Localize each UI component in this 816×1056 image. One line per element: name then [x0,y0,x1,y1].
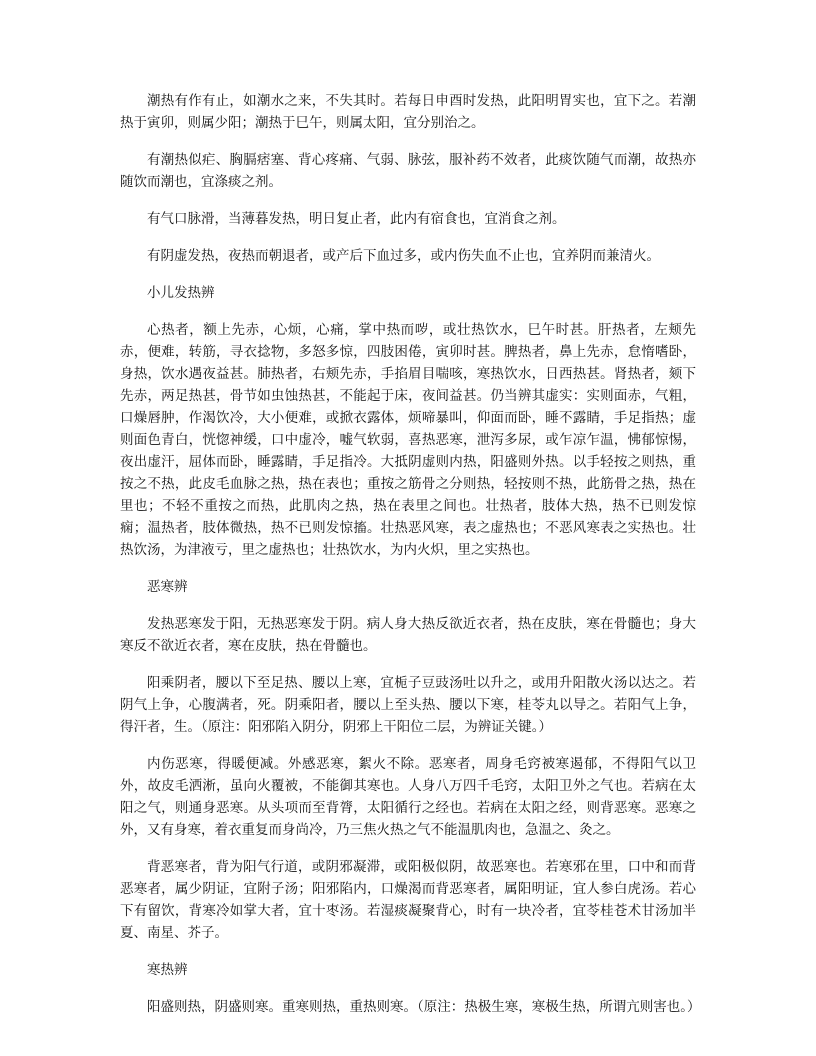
section-heading-xiaoer: 小儿发热辨 [147,285,215,301]
paragraph-sushi: 有气口脉滑，当薄暮发热，明日复止者，此内有宿食也，宜消食之剂。 [147,211,566,227]
paragraph-hanre: 阳盛则热，阴盛则寒。重寒则热，重热则寒。（原注：热极生寒，寒极生热，所谓亢则害也。） [147,999,701,1015]
section-heading-hanre: 寒热辨 [147,962,188,978]
paragraph-neishang-ehan: 内伤恶寒，得暖便减。外感恶寒，絮火不除。恶寒者，周身毛窍被寒遏郁，不得阳气以卫外，故皮毛洒淅，虽向火覆被，不能御其寒也。人身八万四千毛窍，太阳卫外之气也。若病在太阳之气，则通身恶寒。从头项而至背膂，太阳循行之经也。若病在太阳之经，则背恶寒。恶寒之外，又有身寒，着衣重复而身尚冷，乃三焦火热之气不能温肌肉也，急温之、灸之。 [120,756,696,838]
paragraph-chaore-timing: 潮热有作有止，如潮水之来，不失其时。若每日申酉时发热，此阳明胃实也，宜下之。若潮热于寅卯，则属少阳；潮热于巳午，则属太阳，宜分别治之。 [120,93,696,131]
section-heading-ehan: 恶寒辨 [147,579,188,595]
document-page [120,90,701,1033]
paragraph-yinxu: 有阴虚发热，夜热而朝退者，或产后下血过多，或内伤失血不止也，宜养阴而兼清火。 [147,248,660,264]
paragraph-yangchengyin: 阳乘阴者，腰以下至足热、腰以上寒，宜栀子豆豉汤吐以升之，或用升阳散火汤以达之。若阴气上争，心腹满者，死。阴乘阳者，腰以上至头热、腰以下寒，桂苓丸以导之。若阳气上争，得汗者，生。（原注：阳邪陷入阴分，阴邪上干阳位二层，为辨证关键。） [120,675,696,735]
paragraph-ehan-yinyang: 发热恶寒发于阳，无热恶寒发于阴。病人身大热反欲近衣者，热在皮肤，寒在骨髓也；身大寒反不欲近衣者，寒在皮肤，热在骨髓也。 [120,616,696,654]
paragraph-xiaoer-fare: 心热者，额上先赤，心烦，心痛，掌中热而哕，或壮热饮水，巳午时甚。肝热者，左颊先赤，便难，转筋，寻衣捻物，多怒多惊，四肢困倦，寅卯时甚。脾热者，鼻上先赤，怠惰嗜卧，身热，饮水遇夜益甚。肺热者，右颊先赤，手掐眉目喘咳，寒热饮水，日西热甚。肾热者，颏下先赤，两足热甚，骨节如虫蚀热甚，不能起于床，夜间益甚。仍当辨其虚实：实则面赤，气粗，口燥唇肿，作渴饮冷，大小便难，或掀衣露体，烦啼暴叫，仰面而卧，睡不露睛，手足指热；虚则面色青白，恍惚神缓，口中虚冷，嘘气软弱，喜热恶寒，泄泻多尿，或乍凉乍温，怫郁惊惕，夜出虚汗，屈体而卧，睡露睛，手足指冷。大抵阴虚则内热，阳盛则外热。以手轻按之则热，重按之不热，此皮毛血脉之热，热在表也；重按之筋骨之分则热，轻按则不热，此筋骨之热，热在里也；不轻不重按之而热，此肌肉之热，热在表里之间也。壮热者，肢体大热，热不已则发惊痫；温热者，肢体微热，热不已则发惊搐。壮热恶风寒，表之虚热也；不恶风寒表之实热也。壮热饮汤，为津液亏，里之虚热也；壮热饮水，为内火炽，里之实热也。 [120,322,696,558]
paragraph-chaore-tanyin: 有潮热似疟、胸膈痞塞、背心疼痛、气弱、脉弦，服补药不效者，此痰饮随气而潮，故热亦随饮而潮也，宜涤痰之剂。 [120,152,696,190]
paragraph-bei-ehan: 背恶寒者，背为阳气行道，或阴邪凝滞，或阳极似阴，故恶寒也。若寒邪在里，口中和而背恶寒者，属少阴证，宜附子汤；阳邪陷内，口燥渴而背恶寒者，属阳明证，宜人参白虎汤。若心下有留饮，背寒冷如掌大者，宜十枣汤。若湿痰凝聚背心，时有一块冷者，宜苓桂苍术甘汤加半夏、南星、芥子。 [120,859,696,941]
